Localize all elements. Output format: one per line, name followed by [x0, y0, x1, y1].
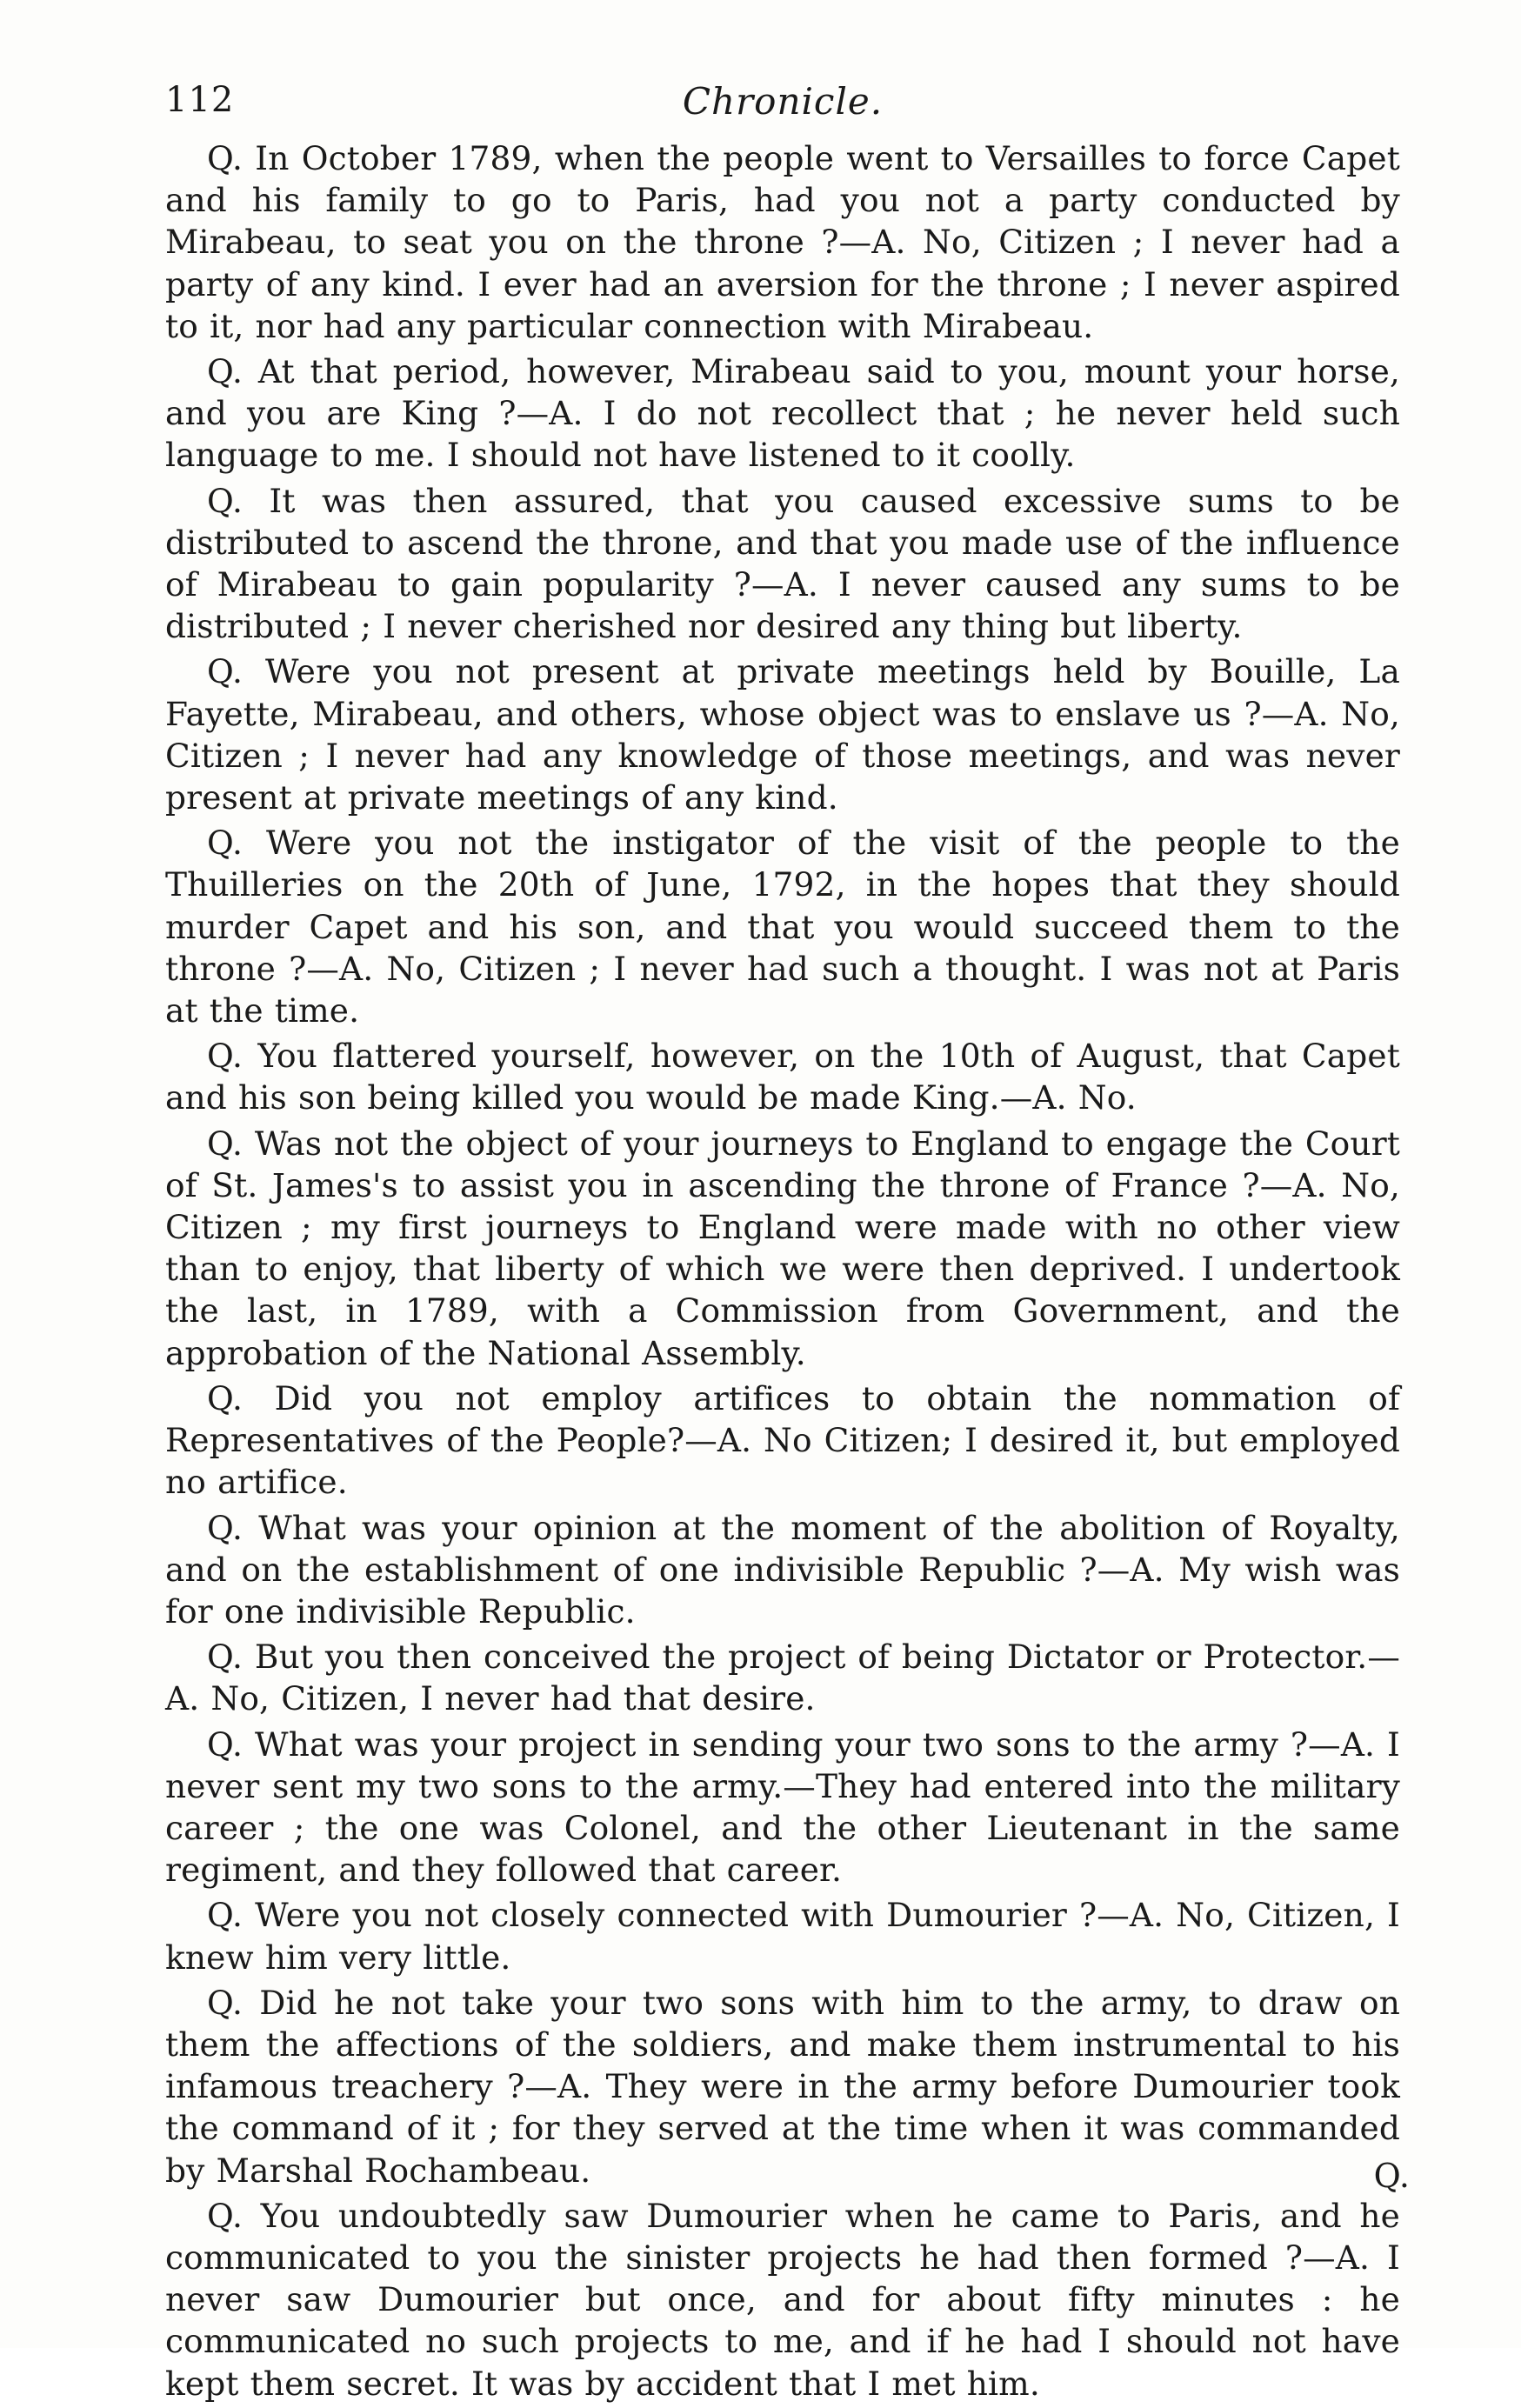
paragraph-1: Q. In October 1789, when the people went to Versailles to force Capet and his family to go to Paris, had you not a party conducted by Mirabeau, to seat you on the throne ?—A. No, Citizen ; I never had a party of any kind. I ever had an aversion for the throne ; I never aspired to it, nor had any particular connection with Mirabeau. — [165, 139, 1400, 345]
paragraph-11: Q. What was your project in sending your two sons to the army ?—A. I never sent my two sons to the army.—They had entered into the military career ; the one was Colonel, and the other Lieutenant in the same regiment, and they followed that career. — [165, 1724, 1400, 1890]
paragraph-13: Q. Did he not take your two sons with him to the army, to draw on them the affections of the soldiers, and make them instrumental to his infamous treachery ?—A. They were in the army before Dumourier took the command of it ; for they served at the time when it was commanded by Marshal Rochambeau. — [165, 1983, 1400, 2190]
paragraph-10: Q. But you then conceived the project of being Dictator or Protector.—A. No, Citizen, I never had that desire. — [165, 1638, 1400, 1718]
paragraph-4: Q. Were you not present at private meetings held by Bouille, La Fayette, Mirabeau, and others, whose object was to enslave us ?—A. No, Citizen ; I never had any knowledge of those meetings, and was never present at private meetings of any kind. — [165, 652, 1400, 817]
catchword: Q. — [1373, 2157, 1410, 2195]
paragraph-7: Q. Was not the object of your journeys to England to engage the Court of St. James's to assist you in ascending the throne of France ?—A. No, Citizen ; my first journeys to England were made with no other view than to enjoy, that liberty of which we were then deprived. I undertook the last, in 1789, with a Commission from Government, and the approbation of the National Assembly. — [165, 1124, 1400, 1372]
paragraph-9: Q. What was your opinion at the moment of the abolition of Royalty, and on the establishment of one indivisible Republic ?—A. My wish was for one indivisible Republic. — [165, 1508, 1400, 1631]
paragraph-8: Q. Did you not employ artifices to obtain the nommation of Representatives of the People?—A. No Citizen; I desired it, but employed no artifice. — [165, 1378, 1400, 1502]
page-number: 112 — [165, 80, 235, 120]
paragraph-5: Q. Were you not the instigator of the visit of the people to the Thuilleries on the 20th of June, 1792, in the hopes that they should murder Capet and his son, and that you would succeed them to the throne ?—A. No, Citizen ; I never had such a thought. I was not at Paris at the time. — [165, 824, 1400, 1031]
text-body — [165, 137, 1400, 2408]
running-head — [165, 80, 1400, 132]
paragraph-2: Q. At that period, however, Mirabeau said to you, mount your horse, and you are King ?—A. I do not recollect that ; he never held such language to me. I should not have listened to it coolly. — [165, 352, 1400, 475]
paragraph-6: Q. You flattered yourself, however, on the 10th of August, that Capet and his son being killed you would be made King.—A. No. — [165, 1037, 1400, 1117]
paragraph-12: Q. Were you not closely connected with Dumourier ?—A. No, Citizen, I knew him very little. — [165, 1896, 1400, 1977]
running-title: Chronicle. — [682, 80, 884, 123]
paragraph-3: Q. It was then assured, that you caused excessive sums to be distributed to ascend the throne, and that you made use of the influence of Mirabeau to gain popularity ?—A. I never caused any sums to be distributed ; I never cherished nor desired any thing but liberty. — [165, 481, 1400, 646]
paragraph-14: Q. You undoubtedly saw Dumourier when he came to Paris, and he communicated to you the sinister projects he had then formed ?—A. I never saw Dumourier but once, and for about fifty minutes : he communicated no such projects to me, and if he had I should not have kept them secret. It was by accident that I met him. — [165, 2196, 1400, 2403]
